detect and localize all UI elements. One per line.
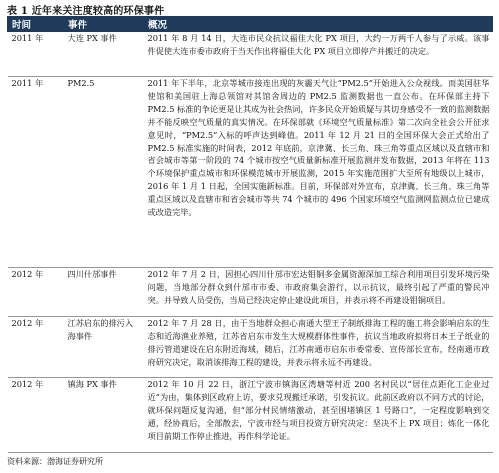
table-row [8,77,493,268]
row-summary: 2012 年 10 月 22 日，浙江宁波市镇海区湾塘等村近 200 名村民以“居住点距化工企业过近”为由，集体到区政府上访，要求兑现搬迁承诺，引发抗议。此前区政府以不同方式的讨论，就环保问题反复沟通，但“部分村民情绪激动，甚至围堵镇区 1 号路口”，一定程度影响到交通，经协商后，全部散去，宁波市经与项目投资方研究决定：坚决不上 PX 项目；炼化一体化项目前期工作停止推进，再作科学论证。 [144,378,493,453]
header-summary: 概况 [144,17,493,32]
table-row [8,32,493,77]
header-event: 事件 [64,17,144,32]
row-summary: 2011 年 8 月 14 日，大连市民众抗议福佳大化 PX 项目，大约一万两千人参与了示威。该事件促使大连市委市政府于当天作出将福佳大化 PX 项目立即停产并搬迁的决定。 [144,32,493,77]
row-summary: 2012 年 7 月 2 日，因担心四川什邡市宏达钼铜多金属资源深加工综合利用项目引发环境污染问题，当地部分群众到什邡市市委、市政府集会游行，以示抗议，最终引起了严重的警民冲突。并导致人员受伤，当局已经决定停止建设此项目，并表示将不再建设钼铜项目。 [144,268,493,317]
table-row [8,268,493,317]
row-event: 大连 PX 事件 [64,32,144,77]
source-note: 资料来源：渤海证券研究所 [7,457,103,466]
row-time: 2012 年 [8,378,64,453]
row-time: 2011 年 [8,77,64,268]
table-row [8,378,493,453]
row-event: PM2.5 [64,77,144,268]
row-summary: 2011 年下半年，北京等城市接连出现的灰霾天气让“PM2.5”开始进入公众视线。而美国驻华使馆和美国驻上海总领馆对其馆舍周边的 PM2.5 监测数据也一直公布。在环保部主持下 PM2.5 标准的争论更是让其成为社会热词，许多民众开始质疑与其切身感受不一致的监测数据并不能反映空气质量的真实情况。在环保部就《环境空气质量标准》第二次向全社会公开征求意见时，“PM2.5”入标的呼声达到峰值。2011 年 12 月 21 日的全国环保大会正式给出了 PM2.5 标准实施的时间表，2012 年底前，京津冀、长三角、珠三角等重点区域以及直辖市和省会城市等第一阶段的 74 个城市按空气质量新标准开展监测并发布数据，2013 年将在 113 个环境保护重点城市和环保模范城市开展监测，2015 年实施范围扩大至所有地级以上城市，2016 年 1 月 1 日起，全国实施新标准。目前，环保部对外宣布，京津冀、长三角、珠三角等重点区域以及直辖市和省会城市等共 74 个城市的 496 个国家环境空气监测网监测点位已建成或改造完毕。 [144,77,493,268]
header-time: 时间 [8,17,64,32]
table-row [8,317,493,378]
row-time: 2012 年 [8,317,64,378]
row-event: 镇海 PX 事件 [64,378,144,453]
environmental-events-table [7,16,493,453]
row-summary: 2012 年 7 月 28 日，由于当地群众担心南通大型王子制纸排海工程的施工将会影响启东的生态和近海渔业养殖，江苏省启东市发生大规模群体性事件，抗议当地政府拟将日本王子纸业的排污管道建设在启东附近海域，随后，江苏南通市启东市委常委、宣传部长宣布，经南通市政府研究决定，取消该排海工程的建设，并表示将永远不再建设。 [144,317,493,378]
row-time: 2011 年 [8,32,64,77]
row-event: 江苏启东的排污入海事件 [64,317,144,378]
row-event: 四川什邡事件 [64,268,144,317]
table-header-row [8,17,493,32]
table-title: 表 1 近年来关注度较高的环保事件 [7,6,165,17]
row-time: 2012 年 [8,268,64,317]
